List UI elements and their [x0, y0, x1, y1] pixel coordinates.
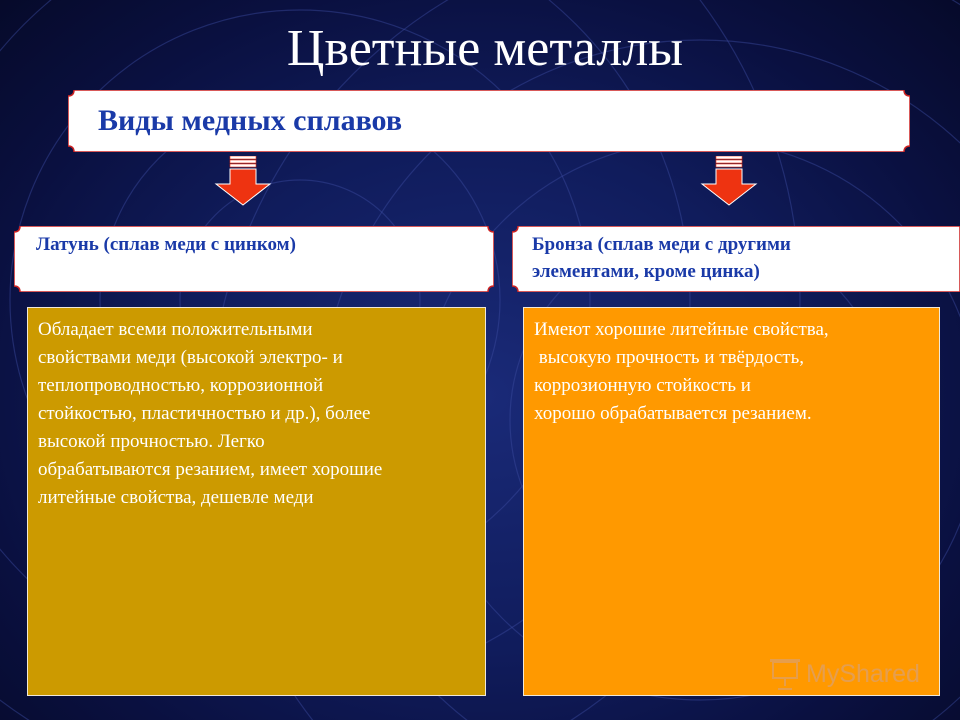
- left-body-line: свойствами меди (высокой электро- и: [38, 347, 343, 368]
- left-heading-text: Латунь (сплав меди с цинком): [36, 234, 296, 255]
- right-heading-line: элементами, кроме цинка): [532, 261, 760, 282]
- left-body-line: Обладает всеми положительными: [38, 319, 313, 340]
- right-heading-text: [532, 231, 940, 285]
- right-body-line: коррозионную стойкость и: [534, 375, 751, 396]
- left-heading-box: [14, 226, 494, 292]
- right-panel: [523, 307, 940, 696]
- left-panel: [27, 307, 486, 696]
- right-heading-box: [512, 226, 960, 292]
- banner-text: Виды медных сплавов: [98, 104, 403, 137]
- banner: [68, 90, 910, 152]
- right-body-line: хорошо обрабатывается резанием.: [534, 403, 812, 424]
- left-body-line: стойкостью, пластичностью и др.), более: [38, 403, 371, 424]
- projector-icon: [768, 656, 802, 692]
- right-heading-line: Бронза (сплав меди с другими: [532, 234, 791, 255]
- right-body-line: высокую прочность и твёрдость,: [534, 347, 805, 368]
- down-arrow-icon: [213, 156, 273, 206]
- slide-title: Цветные металлы: [286, 20, 684, 77]
- left-body-line: высокой прочностью. Легко: [38, 431, 265, 452]
- left-body-line: теплопроводностью, коррозионной: [38, 375, 324, 396]
- down-arrow-icon: [699, 156, 759, 206]
- left-body-line: литейные свойства, дешевле меди: [38, 487, 314, 508]
- watermark-text: MyShared: [806, 660, 920, 688]
- left-body-line: обрабатываются резанием, имеет хорошие: [38, 459, 383, 480]
- right-body-line: Имеют хорошие литейные свойства,: [534, 319, 829, 340]
